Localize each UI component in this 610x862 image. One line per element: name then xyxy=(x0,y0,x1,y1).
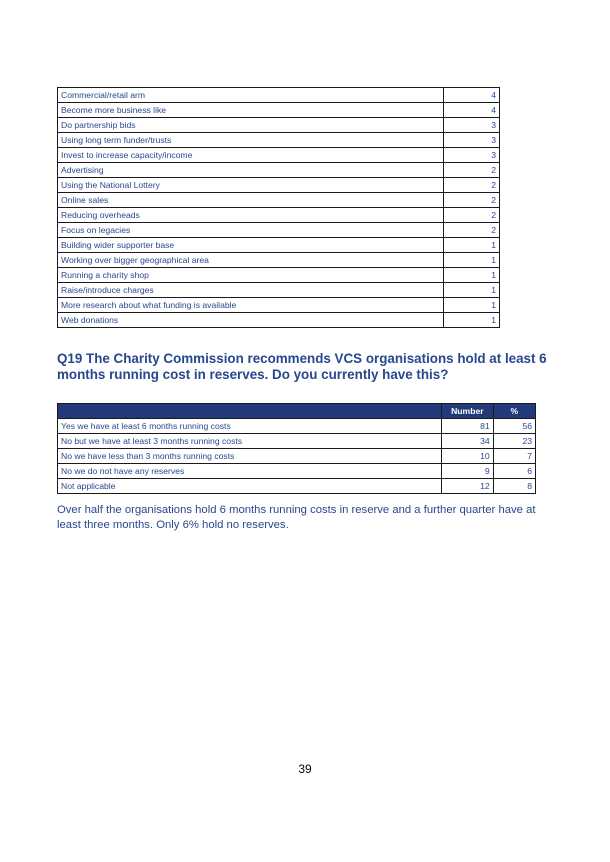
table-row xyxy=(58,464,536,479)
row-label: Online sales xyxy=(58,193,444,208)
row-number: 9 xyxy=(442,464,494,479)
row-label: No we do not have any reserves xyxy=(58,464,442,479)
row-label: Focus on legacies xyxy=(58,223,444,238)
reserves-table-header-row xyxy=(58,404,536,419)
reserves-table xyxy=(57,403,536,494)
table-row xyxy=(58,298,500,313)
reserves-body xyxy=(58,419,536,494)
table-row xyxy=(58,223,500,238)
table-row xyxy=(58,163,500,178)
table-row xyxy=(58,419,536,434)
row-count: 2 xyxy=(443,163,499,178)
row-count: 1 xyxy=(443,298,499,313)
table-row xyxy=(58,133,500,148)
row-label: Using long term funder/trusts xyxy=(58,133,444,148)
row-label: Working over bigger geographical area xyxy=(58,253,444,268)
row-count: 1 xyxy=(443,283,499,298)
table-row xyxy=(58,148,500,163)
row-count: 2 xyxy=(443,208,499,223)
table-row xyxy=(58,238,500,253)
row-label: Invest to increase capacity/income xyxy=(58,148,444,163)
row-label: Advertising xyxy=(58,163,444,178)
row-percent: 7 xyxy=(493,449,535,464)
row-label: Do partnership bids xyxy=(58,118,444,133)
row-label: Web donations xyxy=(58,313,444,328)
row-percent: 56 xyxy=(493,419,535,434)
row-count: 3 xyxy=(443,133,499,148)
row-number: 12 xyxy=(442,479,494,494)
table-row xyxy=(58,434,536,449)
table-row xyxy=(58,178,500,193)
table-row xyxy=(58,88,500,103)
row-count: 1 xyxy=(443,238,499,253)
row-count: 4 xyxy=(443,103,499,118)
table-row xyxy=(58,103,500,118)
table-row xyxy=(58,268,500,283)
row-count: 2 xyxy=(443,193,499,208)
row-number: 10 xyxy=(442,449,494,464)
row-label: Become more business like xyxy=(58,103,444,118)
reserves-header-label xyxy=(58,404,442,419)
funding-strategies-body xyxy=(58,88,500,328)
summary-paragraph: Over half the organisations hold 6 months running costs in reserve and a further quarter have at least three months. Only 6% hold no reserves. xyxy=(57,504,536,531)
row-label: Reducing overheads xyxy=(58,208,444,223)
row-count: 2 xyxy=(443,223,499,238)
table-row xyxy=(58,479,536,494)
row-number: 34 xyxy=(442,434,494,449)
row-percent: 8 xyxy=(493,479,535,494)
row-count: 3 xyxy=(443,118,499,133)
row-count: 4 xyxy=(443,88,499,103)
row-label: Building wider supporter base xyxy=(58,238,444,253)
row-number: 81 xyxy=(442,419,494,434)
row-count: 1 xyxy=(443,313,499,328)
table-row xyxy=(58,313,500,328)
row-count: 3 xyxy=(443,148,499,163)
question-heading: Q19 The Charity Commission recommends VCS organisations hold at least 6 months running cost in reserves. Do you currently have this? xyxy=(57,351,547,382)
row-percent: 6 xyxy=(493,464,535,479)
row-label: Yes we have at least 6 months running costs xyxy=(58,419,442,434)
row-count: 1 xyxy=(443,253,499,268)
reserves-header-number: Number xyxy=(442,404,494,419)
page-number: 39 xyxy=(298,762,312,776)
table-row xyxy=(58,449,536,464)
table-row xyxy=(58,193,500,208)
row-count: 2 xyxy=(443,178,499,193)
row-label: Commercial/retail arm xyxy=(58,88,444,103)
table-row xyxy=(58,283,500,298)
row-label: Not applicable xyxy=(58,479,442,494)
table-row xyxy=(58,208,500,223)
funding-strategies-table xyxy=(57,87,500,328)
row-percent: 23 xyxy=(493,434,535,449)
row-label: Raise/introduce charges xyxy=(58,283,444,298)
row-label: More research about what funding is available xyxy=(58,298,444,313)
table-row xyxy=(58,253,500,268)
reserves-header-percent: % xyxy=(493,404,535,419)
row-label: Running a charity shop xyxy=(58,268,444,283)
row-label: No but we have at least 3 months running costs xyxy=(58,434,442,449)
row-label: Using the National Lottery xyxy=(58,178,444,193)
row-label: No we have less than 3 months running costs xyxy=(58,449,442,464)
table-row xyxy=(58,118,500,133)
row-count: 1 xyxy=(443,268,499,283)
